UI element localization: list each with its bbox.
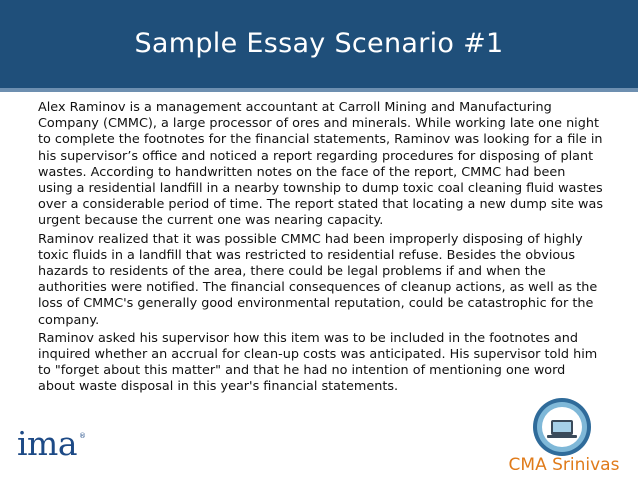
paragraph-2: Raminov realized that it was possible CMMC had been improperly disposing of highly toxic fluids in a landfill that was restricted to residential refuse. Besides the obvious hazards to residents of the area, there could be legal problems if and when the authorities were notified. The financial consequences of cleanup actions, as well as the loss of CMMC's generally good environmental reputation, could be catastrophic for the company. <box>38 231 598 328</box>
ima-logo <box>17 424 117 464</box>
paragraph-3: Raminov asked his supervisor how this item was to be included in the footnotes and inquired whether an accrual for clean-up costs was anticipated. His supervisor told him to "forget about this matter" and that he had no intention of mentioning one word about waste disposal in this year's financial statements. <box>38 330 598 395</box>
cma-globe-logo-icon <box>521 396 603 458</box>
slide-header <box>0 0 638 92</box>
paragraph-1: Alex Raminov is a management accountant at Carroll Mining and Manufacturing Company (CMMC), a large processor of ores and minerals. While working late one night to complete the footnotes for the financial statements, Raminov was looking for a file in his supervisor’s office and noticed a report regarding procedures for disposing of plant wastes. According to handwritten notes on the face of the report, CMMC had been using a residential landfill in a nearby township to dump toxic coal cleaning fluid wastes over a considerable period of time. The report stated that locating a new dump site was urgent because the current one was nearing capacity. <box>38 100 604 229</box>
ima-registered-mark: ® <box>79 432 86 440</box>
cma-srinivas-text: CMA Srinivas <box>508 455 620 475</box>
slide-body <box>38 100 604 398</box>
slide-title: Sample Essay Scenario #1 <box>134 28 504 59</box>
ima-logo-text: ima <box>17 424 78 463</box>
